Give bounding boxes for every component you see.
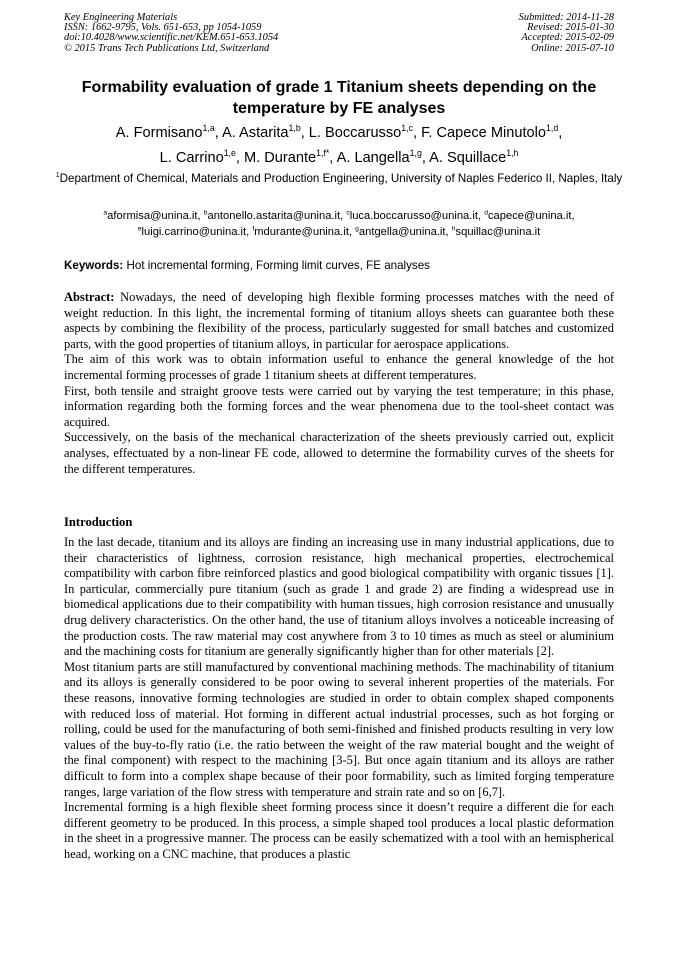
email-sup: f [252,224,255,232]
author-line: L. Carrino$^{1,e}$, M. Durante$^{1,f*}$, A. Langella$^{1,g}$, A. Squillace$^{1,h}$ [159,148,519,166]
author-sup: 1,c [401,123,413,134]
issn: ISSN: 1662-9795, Vols. 651-653, pp 1054-1059 [64,22,262,34]
author-name: A. Formisano [115,125,203,141]
abstract-paragraph: Successively, on the basis of the mechanical characterization of the sheets previously carried out, explicit analyses, effectuated by a non-linear FE code, allowed to determine the formability curves of the sheets for the different temperatures. [64,430,614,476]
email-address: antgella@unina.it [358,225,446,238]
paper-title [40,77,638,119]
author-line: A. Formisano$^{1,a}$, A. Astarita$^{1,b}$, L. Boccarusso$^{1,c}$, F. Capece Minutolo$^{1,d}$, [115,123,563,141]
intro-paragraph: Most titanium parts are still manufactured by conventional machining methods. The machinability of titanium and its alloys is generally considered to be poor owing to several inherent properties of the materials. For these reasons, innovative forming technologies are studied in order to obtain complex shaped components with reduced loss of material. Hot forming in different actual industrial processes, such as hot forging or rolling, could be used for the manufacturing of both semi-finished and finished products resulting in very low values of the buy-to-fly ratio (i.e. the ratio between the weight of the raw material bought and the weight of the final component) with respect to the machining [3-5]. But once again titanium and its alloys are rather difficult to form into a complex shape because of their poor formability, such as limited forging temperature ranges, large variation of the flow stress with temperature and strain rate and so on [6,7]. [64,659,614,799]
email-line: $^e$luigi.carrino@unina.it, $^f$mdurante@unina.it, $^g$antgella@unina.it, $^h$squillac@unina.it [137,224,541,238]
keywords-text: Hot incremental forming, Forming limit curves, FE analyses [123,259,430,272]
abstract-paragraph: The aim of this work was to obtain information useful to enhance the general knowledge of the hot incremental forming processes of grade 1 titanium sheets at different temperatures. [64,352,614,382]
abstract [64,290,614,477]
author-name: M. Durante [243,150,317,166]
email [484,210,571,222]
author [222,125,301,141]
email-address: aformisa@unina.it [107,210,198,222]
email [138,226,246,238]
keywords [64,259,430,272]
author-name: A. Langella [336,150,410,166]
author [116,125,215,141]
author [160,150,236,166]
author [309,125,413,141]
abstract-label: Abstract: [64,290,115,304]
email-sup: d [484,209,488,217]
author-name: A. Astarita [222,125,289,141]
email-sup: h [451,224,456,232]
author [429,150,518,166]
email-address: mdurante@unina.it [254,225,349,238]
author-sup: 1,g [409,148,422,159]
email-sup: g [355,224,359,232]
accepted-date: Accepted: 2015-02-09 [521,32,614,44]
author-sup: 1,h [506,148,519,159]
email-line: $^a$aformisa@unina.it, $^b$antonello.astarita@unina.it, $^c$luca.boccarusso@unina.it, $^d$capece@unina.it, [103,209,575,222]
title-line: Formability evaluation of grade 1 Titanium sheets depending on the [81,79,597,96]
email [346,210,478,222]
author-sup: 1,d [546,123,559,134]
doi: doi:10.4028/www.scientific.net/KEM.651-653.1054 [64,32,279,44]
email [355,226,445,238]
copyright: © 2015 Trans Tech Publications Ltd, Switzerland [64,42,270,54]
online-date: Online: 2015-07-10 [531,42,614,54]
abstract-paragraph [64,290,614,352]
email-sup: e [137,224,142,232]
affiliation-sup: 1 [55,172,60,180]
author-sup: 1,a [202,123,215,134]
author-name: A. Squillace [429,150,507,166]
affiliation-text: Department of Chemical, Materials and Production Engineering, University of Naples Federico II, Naples, Italy [59,172,623,185]
email-address: capece@unina.it [487,210,572,222]
introduction-heading: Introduction [64,515,133,529]
affiliation [40,171,638,187]
intro-paragraph: Incremental forming is a high flexible sheet forming process since it doesn’t require a different die for each different geometry to be produced. In this process, a simple shaped tool produces a local plastic deformation in the sheet in a progressive manner. The process can be easily schematized with a tool with an hemispherical head, working on a CNC machine, that produces a plastic [64,800,614,861]
author-name: L. Boccarusso [308,125,402,141]
email-address: squillac@unina.it [455,225,541,238]
author-sup: 1,b [288,123,301,134]
keywords-label: Keywords: [64,259,124,272]
email-sup: a [103,209,108,217]
authors [40,121,638,171]
email-address: antonello.astarita@unina.it [207,210,341,222]
email-sup: b [203,209,208,217]
emails [40,209,638,240]
author [337,150,422,166]
submitted-date: Submitted: 2014-11-28 [518,12,614,23]
dates-info [519,13,614,54]
author-name: L. Carrino [159,150,224,166]
author-sup: 1,e [223,148,236,159]
author [244,150,329,166]
email [204,210,340,222]
author-name: F. Capece Minutolo [421,125,547,141]
journal-info [64,13,278,54]
title-line: temperature by FE analyses [232,100,446,117]
email [103,210,197,222]
email-sup: c [346,209,350,217]
author-sup: 1,f* [316,148,330,159]
email-address: luigi.carrino@unina.it [141,225,247,238]
introduction [64,535,614,862]
email-address: luca.boccarusso@unina.it [349,210,478,222]
revised-date: Revised: 2015-01-30 [527,22,614,34]
abstract-text: Nowadays, the need of developing high flexible forming processes matches with the need of weight reduction. In this light, the incremental forming of titanium alloys sheets can guarantee both these aspects by combining the flexibility of the process, particularly suggested for small batches and customized parts, with the good properties of titanium alloys, in particular for aerospace applications. [64,290,614,351]
journal-name: Key Engineering Materials [64,12,178,23]
intro-paragraph: In the last decade, titanium and its alloys are finding an increasing use in many industrial applications, due to their characteristics of lightness, corrosion resistance, high mechanical properties, electrochemical compatibility with carbon fibre reinforced plastics and good biological compatibility with organic tissues [1]. In particular, commercially pure titanium (such as grade 1 and grade 2) are finding a widespread use in biomedical applications due to their compatibility with human tissues, high corrosion resistance and unusually drug delivery characteristics. On the other hand, the use of titanium alloys involves a noticeable increasing of the production costs. The raw material may cost anywhere from 3 to 10 times as much as steel or aluminium and the machining costs for titanium are generally significantly higher than for other materials [2]. [64,535,614,659]
email [252,226,349,238]
author [421,125,558,141]
email [452,226,541,238]
abstract-paragraph: First, both tensile and straight groove tests were carried out by varying the test temperature; in this phase, information regarding both the forming forces and the wear phenomena due to the tool-sheet contact was acquired. [64,383,614,429]
